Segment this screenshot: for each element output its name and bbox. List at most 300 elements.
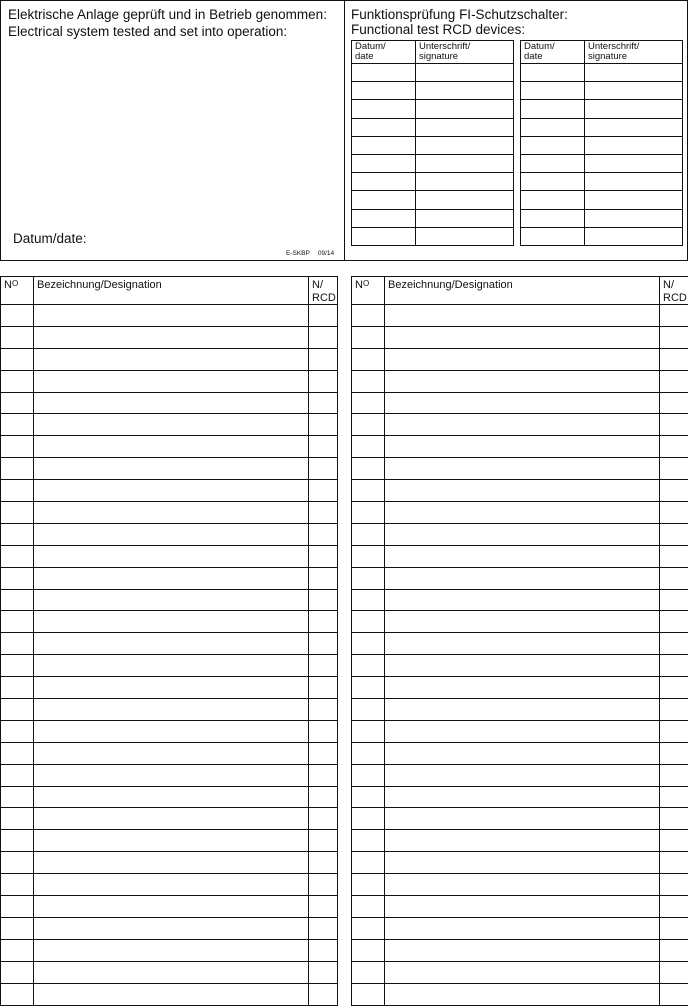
empty-cell[interactable] (521, 82, 585, 100)
empty-cell[interactable] (352, 82, 416, 100)
empty-cell[interactable] (660, 567, 688, 589)
rcd-test-row (521, 118, 683, 136)
empty-cell[interactable] (352, 677, 385, 699)
col-sig-de: Unterschrift/ (588, 41, 639, 52)
empty-cell[interactable] (416, 118, 514, 136)
empty-cell[interactable] (660, 611, 688, 633)
empty-cell[interactable] (309, 348, 338, 370)
col-date-en: date (355, 51, 374, 62)
empty-cell[interactable] (34, 545, 309, 567)
circuit-row (352, 699, 688, 721)
empty-cell[interactable] (585, 100, 683, 118)
empty-cell[interactable] (34, 589, 309, 611)
empty-cell[interactable] (1, 786, 34, 808)
rcd-test-col-signature (585, 41, 683, 64)
empty-cell[interactable] (385, 436, 660, 458)
circuit-row (352, 326, 688, 348)
circuit-row (352, 348, 688, 370)
empty-cell[interactable] (352, 896, 385, 918)
empty-cell[interactable] (416, 82, 514, 100)
empty-cell[interactable] (1, 720, 34, 742)
empty-cell[interactable] (1, 917, 34, 939)
empty-cell[interactable] (309, 458, 338, 480)
empty-cell[interactable] (416, 64, 514, 82)
empty-cell[interactable] (660, 480, 688, 502)
circuit-row (1, 655, 338, 677)
empty-cell[interactable] (352, 983, 385, 1005)
empty-cell[interactable] (1, 545, 34, 567)
circuit-row (352, 305, 688, 327)
empty-cell[interactable] (352, 939, 385, 961)
empty-cell[interactable] (385, 786, 660, 808)
empty-cell[interactable] (416, 191, 514, 209)
empty-cell[interactable] (1, 852, 34, 874)
empty-cell[interactable] (660, 589, 688, 611)
circuit-row (1, 874, 338, 896)
empty-cell[interactable] (1, 392, 34, 414)
rcd-test-row (352, 173, 514, 191)
empty-cell[interactable] (385, 458, 660, 480)
rcd-test-row (352, 227, 514, 245)
col-designation: Bezeichnung/Designation (34, 277, 309, 305)
empty-cell[interactable] (309, 567, 338, 589)
empty-cell[interactable] (352, 764, 385, 786)
empty-cell[interactable] (585, 64, 683, 82)
empty-cell[interactable] (660, 699, 688, 721)
empty-cell[interactable] (416, 154, 514, 172)
rcd-test-row (521, 209, 683, 227)
empty-cell[interactable] (352, 227, 416, 245)
empty-cell[interactable] (352, 633, 385, 655)
empty-cell[interactable] (352, 961, 385, 983)
empty-cell[interactable] (521, 227, 585, 245)
empty-cell[interactable] (309, 896, 338, 918)
empty-cell[interactable] (309, 589, 338, 611)
empty-cell[interactable] (385, 917, 660, 939)
empty-cell[interactable] (309, 370, 338, 392)
empty-cell[interactable] (352, 64, 416, 82)
empty-cell[interactable] (309, 523, 338, 545)
empty-cell[interactable] (352, 545, 385, 567)
empty-cell[interactable] (352, 458, 385, 480)
circuit-row (1, 326, 338, 348)
circuit-row (352, 392, 688, 414)
empty-cell[interactable] (1, 480, 34, 502)
empty-cell[interactable] (1, 458, 34, 480)
col-number-sup: O (12, 279, 18, 288)
empty-cell[interactable] (309, 436, 338, 458)
form-code-version: 09/14 (318, 250, 334, 257)
empty-cell[interactable] (352, 874, 385, 896)
empty-cell[interactable] (1, 523, 34, 545)
empty-cell[interactable] (416, 209, 514, 227)
col-rcd-l1: N/ (663, 279, 674, 291)
empty-cell[interactable] (309, 502, 338, 524)
empty-cell[interactable] (352, 392, 385, 414)
empty-cell[interactable] (385, 896, 660, 918)
col-number-label: N (4, 279, 12, 291)
circuit-row (352, 567, 688, 589)
circuit-row (352, 939, 688, 961)
rcd-test-row (352, 136, 514, 154)
empty-cell[interactable] (660, 852, 688, 874)
empty-cell[interactable] (660, 305, 688, 327)
empty-cell[interactable] (385, 830, 660, 852)
empty-cell[interactable] (34, 983, 309, 1005)
empty-cell[interactable] (34, 830, 309, 852)
empty-cell[interactable] (34, 436, 309, 458)
circuit-list-left (0, 276, 338, 1006)
empty-cell[interactable] (34, 305, 309, 327)
empty-cell[interactable] (34, 808, 309, 830)
empty-cell[interactable] (660, 348, 688, 370)
empty-cell[interactable] (309, 545, 338, 567)
empty-cell[interactable] (585, 173, 683, 191)
circuit-row (1, 567, 338, 589)
empty-cell[interactable] (521, 209, 585, 227)
empty-cell[interactable] (352, 830, 385, 852)
circuit-row (352, 983, 688, 1005)
empty-cell[interactable] (660, 392, 688, 414)
empty-cell[interactable] (660, 655, 688, 677)
empty-cell[interactable] (309, 633, 338, 655)
circuit-row (1, 502, 338, 524)
rcd-test-row (352, 209, 514, 227)
empty-cell[interactable] (352, 502, 385, 524)
empty-cell[interactable] (385, 480, 660, 502)
empty-cell[interactable] (416, 227, 514, 245)
empty-cell[interactable] (385, 808, 660, 830)
empty-cell[interactable] (352, 191, 416, 209)
empty-cell[interactable] (585, 154, 683, 172)
circuit-row (352, 414, 688, 436)
circuit-row (1, 523, 338, 545)
empty-cell[interactable] (660, 720, 688, 742)
empty-cell[interactable] (1, 370, 34, 392)
empty-cell[interactable] (309, 961, 338, 983)
col-rcd-l2: RCD (312, 292, 336, 304)
empty-cell[interactable] (1, 677, 34, 699)
empty-cell[interactable] (34, 502, 309, 524)
empty-cell[interactable] (416, 136, 514, 154)
empty-cell[interactable] (385, 983, 660, 1005)
empty-cell[interactable] (34, 852, 309, 874)
rcd-test-header-row (521, 41, 683, 64)
empty-cell[interactable] (34, 392, 309, 414)
empty-cell[interactable] (385, 764, 660, 786)
empty-cell[interactable] (34, 523, 309, 545)
empty-cell[interactable] (660, 830, 688, 852)
rcd-test-row (521, 173, 683, 191)
empty-cell[interactable] (1, 655, 34, 677)
empty-cell[interactable] (385, 502, 660, 524)
empty-cell[interactable] (352, 567, 385, 589)
empty-cell[interactable] (309, 392, 338, 414)
empty-cell[interactable] (1, 742, 34, 764)
empty-cell[interactable] (521, 154, 585, 172)
empty-cell[interactable] (385, 392, 660, 414)
circuit-row (1, 677, 338, 699)
col-rcd (660, 277, 688, 305)
empty-cell[interactable] (660, 545, 688, 567)
empty-cell[interactable] (34, 939, 309, 961)
empty-cell[interactable] (309, 786, 338, 808)
empty-cell[interactable] (660, 939, 688, 961)
empty-cell[interactable] (660, 326, 688, 348)
circuit-row (352, 480, 688, 502)
empty-cell[interactable] (385, 852, 660, 874)
empty-cell[interactable] (352, 480, 385, 502)
col-number-sup: O (363, 279, 369, 288)
empty-cell[interactable] (309, 305, 338, 327)
empty-cell[interactable] (352, 154, 416, 172)
empty-cell[interactable] (385, 545, 660, 567)
empty-cell[interactable] (352, 917, 385, 939)
empty-cell[interactable] (34, 611, 309, 633)
empty-cell[interactable] (521, 64, 585, 82)
form-code-id: E-SKBP (286, 250, 310, 257)
empty-cell[interactable] (1, 699, 34, 721)
empty-cell[interactable] (660, 874, 688, 896)
circuit-row (1, 589, 338, 611)
circuit-row (352, 830, 688, 852)
empty-cell[interactable] (385, 567, 660, 589)
circuit-row (352, 896, 688, 918)
empty-cell[interactable] (352, 348, 385, 370)
empty-cell[interactable] (352, 436, 385, 458)
empty-cell[interactable] (660, 502, 688, 524)
empty-cell[interactable] (309, 326, 338, 348)
empty-cell[interactable] (34, 961, 309, 983)
empty-cell[interactable] (1, 830, 34, 852)
empty-cell[interactable] (1, 502, 34, 524)
empty-cell[interactable] (385, 611, 660, 633)
empty-cell[interactable] (309, 699, 338, 721)
empty-cell[interactable] (521, 100, 585, 118)
circuit-row (1, 414, 338, 436)
empty-cell[interactable] (309, 939, 338, 961)
rcd-test-row (352, 100, 514, 118)
empty-cell[interactable] (309, 480, 338, 502)
empty-cell[interactable] (352, 808, 385, 830)
empty-cell[interactable] (585, 82, 683, 100)
empty-cell[interactable] (385, 414, 660, 436)
empty-cell[interactable] (1, 939, 34, 961)
empty-cell[interactable] (385, 348, 660, 370)
form-code (286, 250, 342, 257)
rcd-test-row (521, 227, 683, 245)
empty-cell[interactable] (34, 896, 309, 918)
empty-cell[interactable] (385, 326, 660, 348)
empty-cell[interactable] (660, 414, 688, 436)
empty-cell[interactable] (352, 699, 385, 721)
col-rcd (309, 277, 338, 305)
circuit-row (352, 633, 688, 655)
circuit-list-right (351, 276, 688, 1006)
empty-cell[interactable] (309, 677, 338, 699)
empty-cell[interactable] (309, 852, 338, 874)
empty-cell[interactable] (660, 458, 688, 480)
empty-cell[interactable] (34, 480, 309, 502)
rcd-test-col-date (352, 41, 416, 64)
empty-cell[interactable] (34, 567, 309, 589)
empty-cell[interactable] (1, 808, 34, 830)
rcd-test-row (521, 191, 683, 209)
empty-cell[interactable] (416, 100, 514, 118)
circuit-row (1, 983, 338, 1005)
empty-cell[interactable] (385, 720, 660, 742)
empty-cell[interactable] (1, 414, 34, 436)
empty-cell[interactable] (352, 118, 416, 136)
empty-cell[interactable] (352, 305, 385, 327)
empty-cell[interactable] (34, 917, 309, 939)
rcd-test-table-1 (351, 40, 514, 246)
col-date-de: Datum/ (524, 41, 555, 52)
empty-cell[interactable] (660, 983, 688, 1005)
empty-cell[interactable] (385, 742, 660, 764)
empty-cell[interactable] (416, 173, 514, 191)
empty-cell[interactable] (309, 983, 338, 1005)
empty-cell[interactable] (34, 414, 309, 436)
empty-cell[interactable] (352, 370, 385, 392)
empty-cell[interactable] (521, 118, 585, 136)
empty-cell[interactable] (34, 786, 309, 808)
empty-cell[interactable] (34, 633, 309, 655)
empty-cell[interactable] (1, 567, 34, 589)
empty-cell[interactable] (309, 720, 338, 742)
rcd-test-row (521, 154, 683, 172)
empty-cell[interactable] (1, 305, 34, 327)
empty-cell[interactable] (352, 589, 385, 611)
empty-cell[interactable] (352, 326, 385, 348)
empty-cell[interactable] (521, 191, 585, 209)
empty-cell[interactable] (34, 742, 309, 764)
col-designation: Bezeichnung/Designation (385, 277, 660, 305)
empty-cell[interactable] (1, 896, 34, 918)
empty-cell[interactable] (660, 742, 688, 764)
empty-cell[interactable] (660, 633, 688, 655)
circuit-row (352, 677, 688, 699)
circuit-row (1, 480, 338, 502)
empty-cell[interactable] (34, 458, 309, 480)
empty-cell[interactable] (660, 786, 688, 808)
circuit-row (352, 720, 688, 742)
circuit-row (1, 830, 338, 852)
empty-cell[interactable] (34, 764, 309, 786)
circuit-row (352, 458, 688, 480)
empty-cell[interactable] (385, 370, 660, 392)
empty-cell[interactable] (385, 961, 660, 983)
empty-cell[interactable] (352, 414, 385, 436)
circuit-row (1, 961, 338, 983)
empty-cell[interactable] (385, 699, 660, 721)
empty-cell[interactable] (1, 633, 34, 655)
empty-cell[interactable] (660, 370, 688, 392)
rcd-test-row (352, 154, 514, 172)
empty-cell[interactable] (352, 742, 385, 764)
empty-cell[interactable] (309, 414, 338, 436)
circuit-row (352, 874, 688, 896)
empty-cell[interactable] (585, 136, 683, 154)
empty-cell[interactable] (309, 764, 338, 786)
empty-cell[interactable] (309, 830, 338, 852)
empty-cell[interactable] (34, 370, 309, 392)
empty-cell[interactable] (309, 808, 338, 830)
empty-cell[interactable] (585, 118, 683, 136)
empty-cell[interactable] (1, 874, 34, 896)
empty-cell[interactable] (1, 961, 34, 983)
empty-cell[interactable] (352, 852, 385, 874)
empty-cell[interactable] (309, 742, 338, 764)
empty-cell[interactable] (352, 209, 416, 227)
empty-cell[interactable] (309, 874, 338, 896)
empty-cell[interactable] (352, 611, 385, 633)
empty-cell[interactable] (1, 348, 34, 370)
empty-cell[interactable] (34, 874, 309, 896)
empty-cell[interactable] (1, 983, 34, 1005)
empty-cell[interactable] (352, 720, 385, 742)
empty-cell[interactable] (34, 655, 309, 677)
circuit-row (1, 896, 338, 918)
empty-cell[interactable] (521, 173, 585, 191)
empty-cell[interactable] (660, 764, 688, 786)
empty-cell[interactable] (34, 326, 309, 348)
empty-cell[interactable] (34, 699, 309, 721)
empty-cell[interactable] (352, 523, 385, 545)
empty-cell[interactable] (309, 917, 338, 939)
empty-cell[interactable] (385, 655, 660, 677)
empty-cell[interactable] (34, 677, 309, 699)
empty-cell[interactable] (352, 786, 385, 808)
empty-cell[interactable] (34, 720, 309, 742)
empty-cell[interactable] (1, 764, 34, 786)
circuit-row (352, 589, 688, 611)
col-number-label: N (355, 279, 363, 291)
empty-cell[interactable] (1, 589, 34, 611)
empty-cell[interactable] (352, 136, 416, 154)
empty-cell[interactable] (660, 436, 688, 458)
empty-cell[interactable] (660, 917, 688, 939)
empty-cell[interactable] (660, 896, 688, 918)
empty-cell[interactable] (660, 677, 688, 699)
empty-cell[interactable] (585, 191, 683, 209)
empty-cell[interactable] (309, 611, 338, 633)
empty-cell[interactable] (1, 436, 34, 458)
empty-cell[interactable] (1, 326, 34, 348)
rcd-test-title-de: Funktionsprüfung FI-Schutzschalter: (351, 6, 568, 23)
empty-cell[interactable] (352, 173, 416, 191)
empty-cell[interactable] (385, 589, 660, 611)
empty-cell[interactable] (309, 655, 338, 677)
empty-cell[interactable] (385, 939, 660, 961)
empty-cell[interactable] (385, 874, 660, 896)
empty-cell[interactable] (1, 611, 34, 633)
empty-cell[interactable] (352, 100, 416, 118)
empty-cell[interactable] (385, 305, 660, 327)
empty-cell[interactable] (660, 523, 688, 545)
empty-cell[interactable] (385, 633, 660, 655)
empty-cell[interactable] (521, 136, 585, 154)
empty-cell[interactable] (585, 227, 683, 245)
empty-cell[interactable] (385, 677, 660, 699)
empty-cell[interactable] (660, 961, 688, 983)
empty-cell[interactable] (585, 209, 683, 227)
empty-cell[interactable] (352, 655, 385, 677)
empty-cell[interactable] (34, 348, 309, 370)
empty-cell[interactable] (660, 808, 688, 830)
empty-cell[interactable] (385, 523, 660, 545)
commissioning-title-en: Electrical system tested and set into operation: (8, 23, 287, 40)
